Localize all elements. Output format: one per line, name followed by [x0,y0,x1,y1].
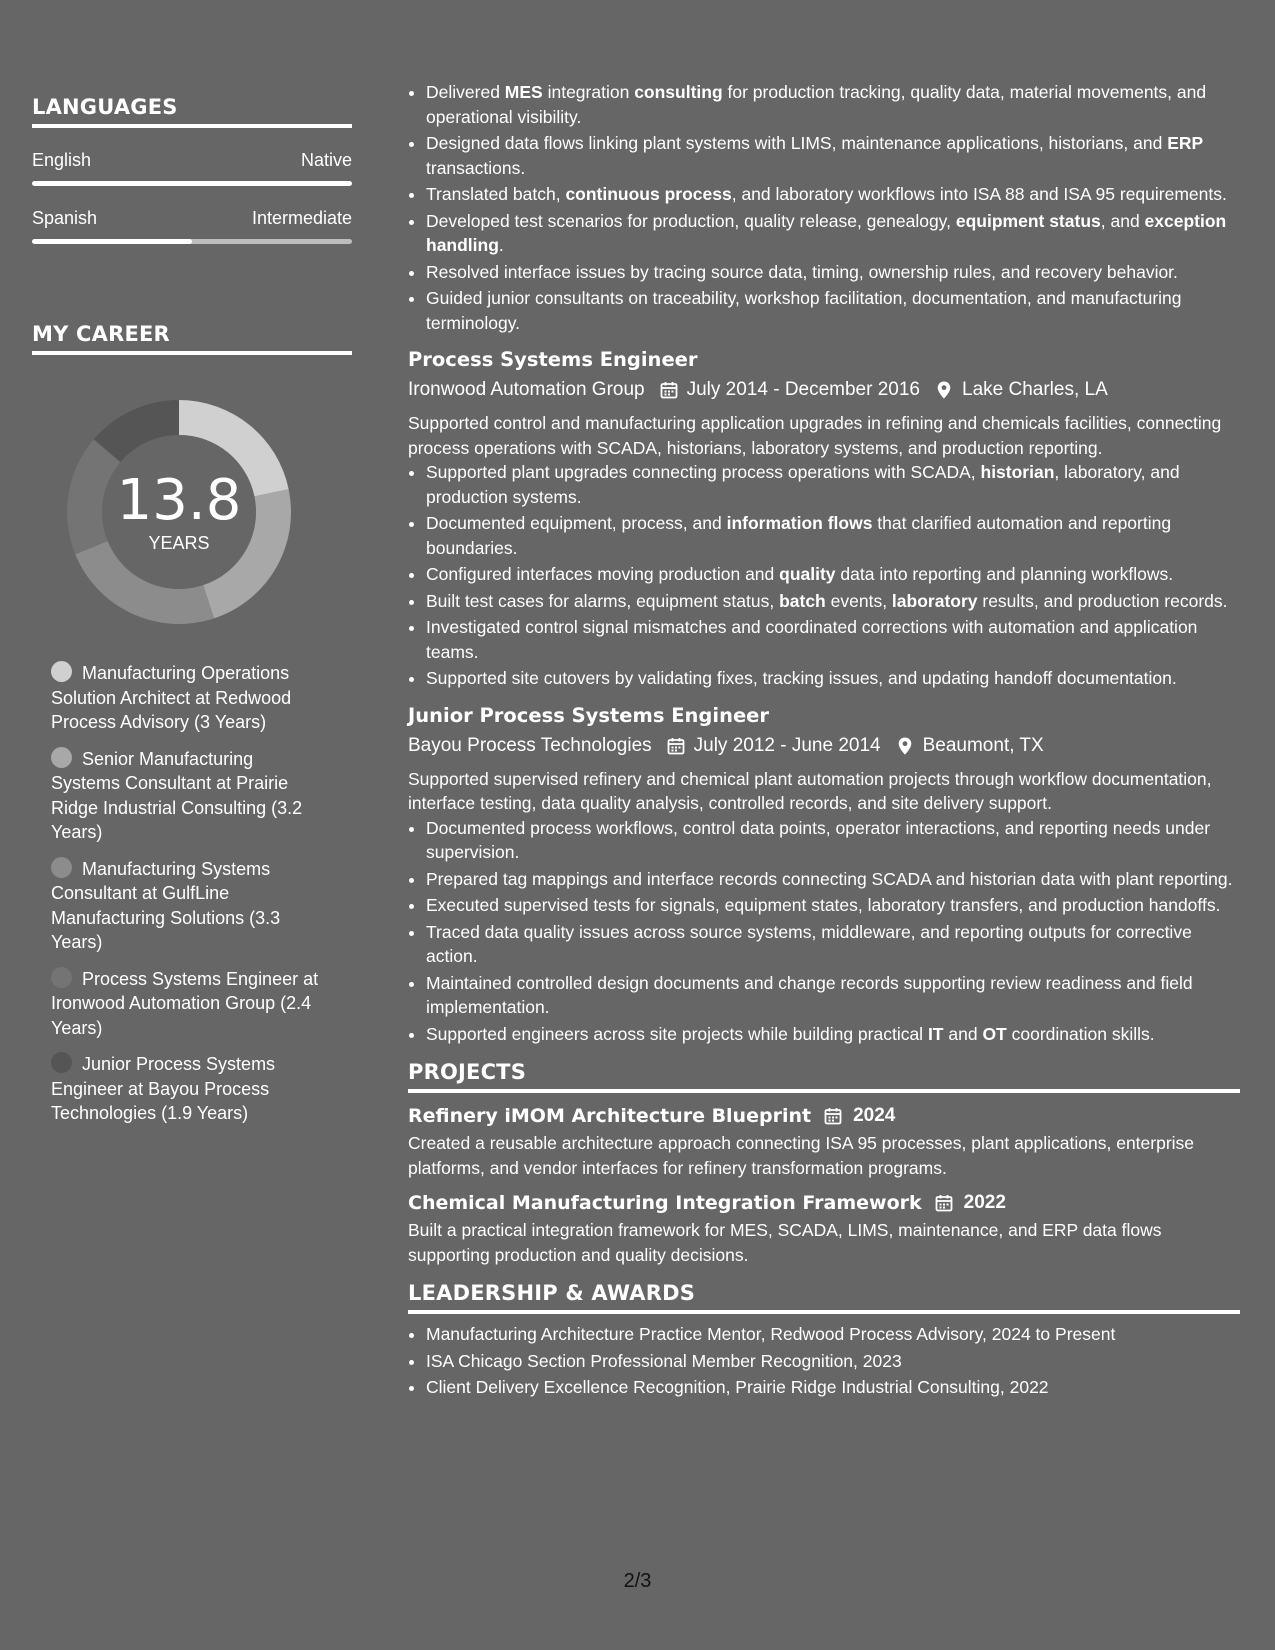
language-proficiency-bar [32,239,352,244]
award-item: • Client Delivery Excellence Recognition, Prairie Ridge Industrial Consulting, 2022 [426,1375,1240,1400]
project-item [408,1192,1240,1267]
job-entry [408,704,1240,1047]
job-bullet: • Supported site cutovers by validating fixes, tracking issues, and updating handoff documentation. [426,666,1240,691]
job-dates: July 2014 - December 2016 [686,379,921,400]
experience-list [408,348,1240,1046]
continued-job-bullets [408,80,1240,335]
job-bullets [408,460,1240,691]
career-legend-item [51,857,321,955]
project-description: Created a reusable architecture approach connecting ISA 95 processes, plant applications, enterprise platforms, and vendor interfaces for refinery transformation programs. [408,1133,1195,1178]
donut-center [64,397,294,627]
job-bullet: • Supported plant upgrades connecting process operations with SCADA, historian, laboratory, and production systems. [426,460,1240,509]
job-dates: July 2012 - June 2014 [693,734,881,756]
language-name: English [32,150,92,170]
languages-list [32,150,352,244]
project-year: 2022 [963,1192,1006,1213]
company-name: Ironwood Automation Group [408,379,645,400]
project-description: Built a practical integration framework for MES, SCADA, LIMS, maintenance, and ERP data flows supporting production and quality decisions. [408,1220,1162,1265]
career-heading: MY CAREER [32,322,352,355]
career-legend-item [51,967,321,1041]
project-title [408,1105,1240,1127]
legend-dot-icon [51,967,72,988]
language-item [32,150,352,186]
legend-label: Process Systems Engineer at Ironwood Automation Group (2.4 Years) [51,968,319,1038]
calendar-icon [666,736,686,756]
job-bullet: • Documented equipment, process, and information flows that clarified automation and reporting boundaries. [426,511,1240,560]
project-item [408,1105,1240,1180]
language-proficiency-fill [32,181,352,186]
legend-label: Manufacturing Operations Solution Architect at Redwood Process Advisory (3 Years) [51,663,292,732]
job-summary: Supported supervised refinery and chemical plant automation projects through workflow documentation, interface testing, data quality analysis, controlled records, and site delivery support. [408,768,1212,813]
career-total-years: 13.8 [116,468,242,533]
project-title [408,1192,1240,1214]
location-pin-icon [934,380,954,400]
calendar-icon [659,380,679,400]
job-bullets [408,816,1240,1047]
page-number: 2/3 [623,1570,652,1592]
job-entry [408,348,1240,691]
projects-heading: PROJECTS [408,1060,1240,1093]
calendar-icon [823,1106,843,1126]
language-row [32,208,352,229]
job-bullet: • Developed test scenarios for production, quality release, genealogy, equipment status, and exception handling. [426,209,1240,258]
career-legend [51,661,321,1126]
project-name: Chemical Manufacturing Integration Framework [408,1192,922,1214]
job-bullet: • Delivered MES integration consulting for production tracking, quality data, material movements, and operational visibility. [426,80,1240,129]
job-bullet: • Traced data quality issues across source systems, middleware, and reporting outputs for corrective action. [426,920,1240,969]
location-pin-icon [895,736,915,756]
sidebar [32,95,352,1138]
legend-dot-icon [51,857,72,878]
job-bullet: • Translated batch, continuous process, and laboratory workflows into ISA 88 and ISA 95 requirements. [426,182,1240,207]
job-bullet: • Designed data flows linking plant systems with LIMS, maintenance applications, historians, and ERP transactions. [426,131,1240,180]
awards-list [408,1322,1240,1400]
job-meta [408,735,1240,757]
job-bullet: • Documented process workflows, control data points, operator interactions, and reporting needs under supervision. [426,816,1240,865]
award-item: • ISA Chicago Section Professional Member Recognition, 2023 [426,1349,1240,1374]
career-years-unit: YEARS [148,533,210,553]
language-row [32,150,352,171]
job-bullet: • Prepared tag mappings and interface records connecting SCADA and historian data with plant reporting. [426,867,1240,892]
calendar-icon [934,1193,954,1213]
job-meta [408,379,1240,401]
project-name: Refinery iMOM Architecture Blueprint [408,1105,812,1127]
projects-list [408,1105,1240,1267]
legend-dot-icon [51,1052,72,1073]
job-location: Beaumont, TX [922,734,1044,756]
career-donut-chart [64,397,294,627]
job-title: Junior Process Systems Engineer [408,703,770,727]
language-proficiency-bar [32,181,352,186]
job-summary: Supported control and manufacturing application upgrades in refining and chemicals facilities, connecting process operations with SCADA, historians, laboratory systems, and production reporting. [408,413,1222,458]
language-item [32,208,352,244]
legend-dot-icon [51,661,72,682]
job-bullet: • Maintained controlled design documents and change records supporting review readiness and field implementation. [426,971,1240,1020]
main-content [408,80,1240,1402]
language-proficiency-fill [32,239,192,244]
company-name: Bayou Process Technologies [408,734,652,756]
job-bullet: • Resolved interface issues by tracing source data, timing, ownership rules, and recovery behavior. [426,260,1240,285]
language-level: Native [300,150,352,170]
legend-label: Manufacturing Systems Consultant at GulfLine Manufacturing Solutions (3.3 Years) [51,858,281,952]
job-bullet: • Executed supervised tests for signals, equipment states, laboratory transfers, and production handoffs. [426,893,1240,918]
languages-heading: LANGUAGES [32,95,352,128]
career-legend-item [51,747,321,845]
legend-label: Senior Manufacturing Systems Consultant at Prairie Ridge Industrial Consulting (3.2 Years) [51,748,303,842]
awards-heading: LEADERSHIP & AWARDS [408,1281,1240,1314]
job-bullet: • Built test cases for alarms, equipment status, batch events, laboratory results, and production records. [426,589,1240,614]
job-title: Process Systems Engineer [408,348,698,371]
legend-dot-icon [51,747,72,768]
language-name: Spanish [32,208,98,228]
project-year: 2024 [853,1105,896,1126]
language-level: Intermediate [251,208,352,228]
job-bullet: • Guided junior consultants on traceability, workshop facilitation, documentation, and manufacturing terminology. [426,286,1240,335]
job-bullet: • Supported engineers across site projects while building practical IT and OT coordination skills. [426,1022,1240,1047]
career-legend-item [51,661,321,735]
job-bullet: • Configured interfaces moving production and quality data into reporting and planning workflows. [426,562,1240,587]
job-bullet: • Investigated control signal mismatches and coordinated corrections with automation and application teams. [426,615,1240,664]
career-legend-item [51,1052,321,1126]
award-item: • Manufacturing Architecture Practice Mentor, Redwood Process Advisory, 2024 to Present [426,1322,1240,1347]
job-location: Lake Charles, LA [962,379,1108,400]
legend-label: Junior Process Systems Engineer at Bayou Process Technologies (1.9 Years) [51,1054,276,1123]
